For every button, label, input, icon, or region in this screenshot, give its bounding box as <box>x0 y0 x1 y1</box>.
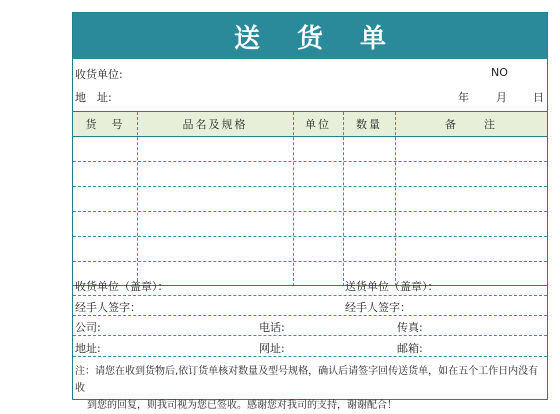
table-row <box>73 261 547 262</box>
table-divider <box>137 112 138 286</box>
year-label: 年 <box>458 91 469 104</box>
column-header-quantity: 数量 <box>356 118 382 131</box>
table-row <box>73 236 547 237</box>
receiver-label: 收货单位: <box>75 68 123 81</box>
column-header-remarks: 备 注 <box>445 118 497 131</box>
table-row <box>73 186 547 187</box>
footer-divider <box>73 295 547 296</box>
title-bar <box>73 13 547 59</box>
footer-divider <box>73 356 547 357</box>
table-divider <box>343 112 344 286</box>
handler-signature-right: 经手人签字： <box>345 301 411 314</box>
table-row <box>73 161 547 162</box>
goods-table <box>73 111 547 286</box>
email-label: 邮箱: <box>397 342 423 355</box>
notice-line-1: 注：请您在收到货物后,依订货单核对数量及型号规格，确认后请签字回传送货单，如在五个工作日内没有收 <box>75 366 539 394</box>
website-label: 网址: <box>259 342 285 355</box>
table-divider <box>293 112 294 286</box>
phone-label: 电话: <box>259 321 285 334</box>
table-header <box>73 112 547 137</box>
column-header-item-no: 货 号 <box>85 118 125 131</box>
column-header-unit: 单位 <box>305 118 331 131</box>
address-footer-label: 地址: <box>75 342 101 355</box>
table-divider <box>395 112 396 286</box>
fax-label: 传真: <box>397 321 423 334</box>
month-label: 月 <box>496 91 507 104</box>
sender-seal-label: 送货单位（盖章）： <box>345 280 439 293</box>
day-label: 日 <box>533 91 544 104</box>
company-label: 公司: <box>75 321 101 334</box>
delivery-note-sheet <box>72 12 548 411</box>
receiver-seal-label: 收货单位（盖章）： <box>75 280 169 293</box>
notice-line-2: 到您的回复，则我司视为您已签收。感谢您对我司的支持，谢谢配合！ <box>87 400 397 411</box>
document-title: 送 货 单 <box>233 23 401 54</box>
footer-divider <box>73 315 547 316</box>
table-row <box>73 211 547 212</box>
notice-text <box>75 363 545 414</box>
address-label: 地 址: <box>75 91 112 104</box>
column-header-name-spec: 品名及规格 <box>182 118 248 131</box>
no-label: NO <box>491 66 508 79</box>
footer-divider <box>73 335 547 336</box>
handler-signature-left: 经手人签字： <box>75 301 141 314</box>
